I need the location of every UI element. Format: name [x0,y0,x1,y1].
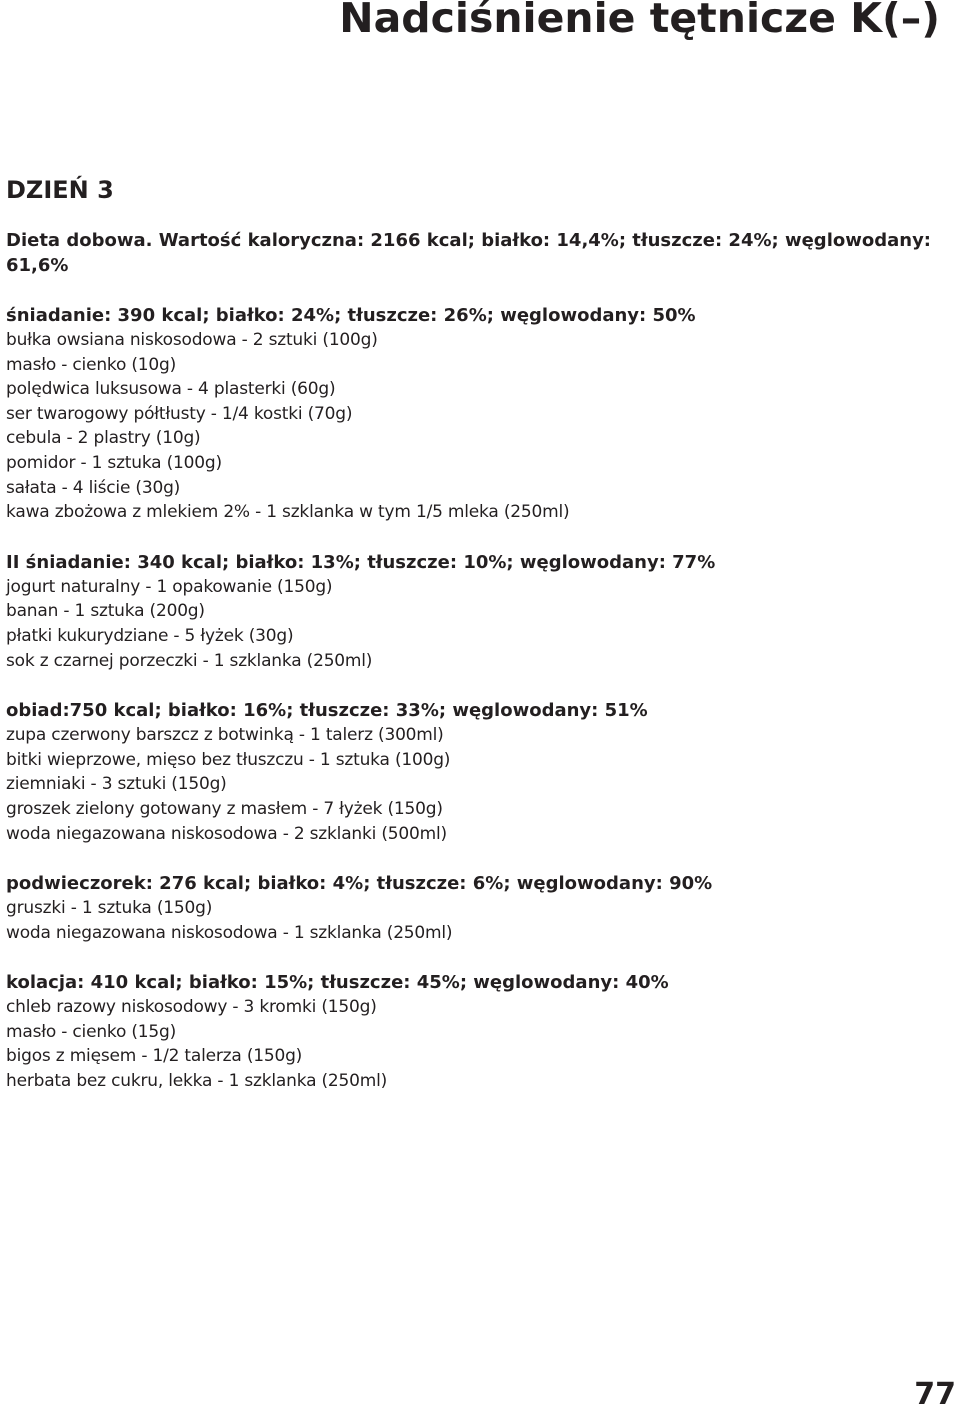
meal-header: II śniadanie: 340 kcal; białko: 13%; tłuszcze: 10%; węglowodany: 77% [6,551,716,573]
meal-item: kawa zbożowa z mlekiem 2% - 1 szklanka w tym 1/5 mleka (250ml) [6,502,570,523]
meal-item: bułka owsiana niskosodowa - 2 sztuki (100g) [6,330,378,350]
page-number: 77 [914,1377,956,1412]
daily-summary: Dieta dobowa. Wartość kaloryczna: 2166 kcal; białko: 14,4%; tłuszcze: 24%; węglowodany: 61,6% [6,230,931,276]
meal-item: woda niegazowana niskosodowa - 1 szklanka (250ml) [6,922,453,943]
meal-items-list [6,575,946,673]
meal-item: banan - 1 sztuka (200g) [6,601,205,622]
meal-header: kolacja: 410 kcal; białko: 15%; tłuszcze: 45%; węglowodany: 40% [6,972,669,994]
meal-item: płatki kukurydziane - 5 łyżek (30g) [6,625,294,646]
meal-item: chleb razowy niskosodowy - 3 kromki (150g) [6,997,377,1018]
meal-second-breakfast [6,550,946,673]
meal-items-list [6,995,946,1093]
meal-item: ser twarogowy półtłusty - 1/4 kostki (70g) [6,403,353,424]
meal-item: ziemniaki - 3 sztuki (150g) [6,774,227,795]
meal-item: bitki wieprzowe, mięso bez tłuszczu - 1 sztuka (100g) [6,749,451,770]
meal-item: pomidor - 1 sztuka (100g) [6,452,222,473]
meal-item: gruszki - 1 sztuka (150g) [6,898,213,919]
meal-item: masło - cienko (10g) [6,354,177,375]
diet-content [6,228,946,1119]
meal-item: sok z czarnej porzeczki - 1 szklanka (250ml) [6,650,373,671]
page-title: Nadciśnienie tętnicze K(–) [339,0,940,42]
meal-header: podwieczorek: 276 kcal; białko: 4%; tłuszcze: 6%; węglowodany: 90% [6,873,713,895]
meal-item: jogurt naturalny - 1 opakowanie (150g) [6,576,333,597]
meal-items-list [6,328,946,525]
meal-lunch [6,698,946,846]
meal-item: cebula - 2 plastry (10g) [6,428,201,449]
meal-item: sałata - 4 liście (30g) [6,477,181,498]
meal-items-list [6,723,946,846]
meal-item: masło - cienko (15g) [6,1021,177,1042]
meal-dinner [6,970,946,1093]
meal-item: herbata bez cukru, lekka - 1 szklanka (250ml) [6,1071,388,1092]
meal-item: zupa czerwony barszcz z botwinką - 1 talerz (300ml) [6,725,444,746]
meal-header: śniadanie: 390 kcal; białko: 24%; tłuszcze: 26%; węglowodany: 50% [6,305,696,326]
meal-breakfast [6,303,946,525]
meal-item: groszek zielony gotowany z masłem - 7 łyżek (150g) [6,798,443,819]
meal-item: woda niegazowana niskosodowa - 2 szklanki (500ml) [6,823,447,844]
meal-item: polędwica luksusowa - 4 plasterki (60g) [6,379,336,400]
meal-afternoon-snack [6,871,946,945]
meal-items-list [6,896,946,945]
meal-header: obiad:750 kcal; białko: 16%; tłuszcze: 33%; węglowodany: 51% [6,700,648,722]
day-heading: DZIEŃ 3 [6,176,114,204]
meal-item: bigos z mięsem - 1/2 talerza (150g) [6,1046,303,1067]
